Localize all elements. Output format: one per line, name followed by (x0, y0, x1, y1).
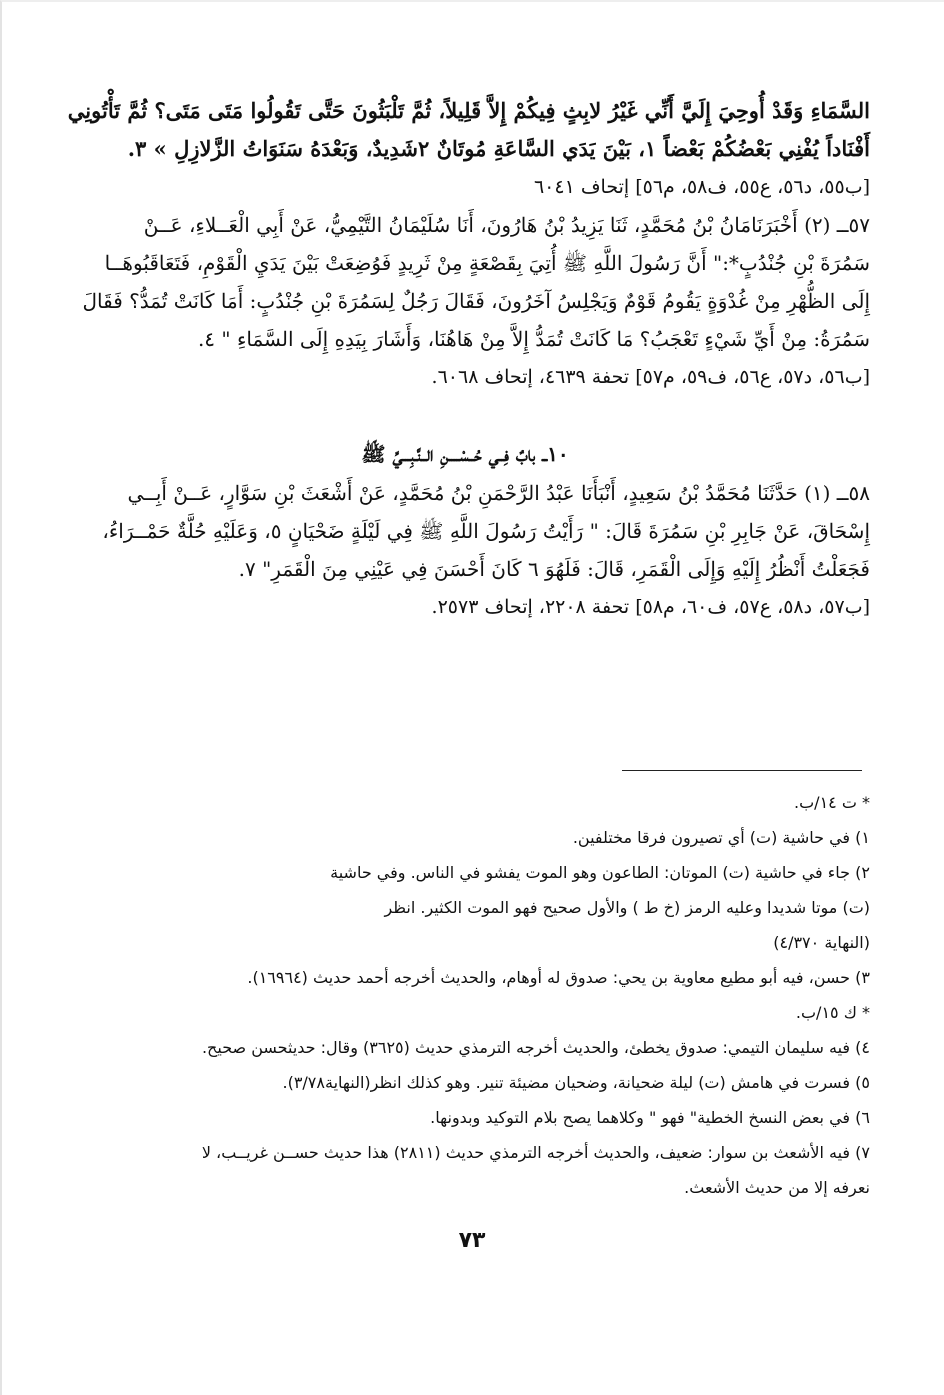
footnote: ١) في حاشية (ت) أي تصيرون فرقا مختلفين. (572, 828, 870, 847)
chapter-heading: ١٠ــ بابٌ فِــي حُــسْــــنِ الــنَّـبِـــيِّ ﷺ (361, 442, 569, 466)
hadith-57-line-1: ٥٧ــ (٢) أَخْبَرَنَامَانُ بْنُ مُحَمَّدٍ، ثَنَا يَزِيدُ بْنُ هَارُونَ، أَنَا سُلَيْمَانُ التَّيْمِيُّ، عَنْ أَبِي الْعَــلاءِ، عَــنْ (143, 213, 870, 237)
footnote: (ت) موتا شديدا وعليه الرمز (خ ط ) والأول صحيح فهو الموت الكثير. انظر (384, 898, 870, 917)
reference-line: [ب٥٥، د٥٦، ع٥٥، ف٥٨، م٥٦] إتحاف ٦٠٤١ (533, 176, 870, 198)
footnote: * ت ١٤/ب. (794, 793, 870, 812)
reference-line: [ب٥٧، د٥٨، ع٥٧، ف٦٠، م٥٨] تحفة ٢٢٠٨، إتحاف ٢٥٧٣. (431, 596, 870, 618)
hadith-line: السَّمَاءِ وَقَدْ أُوحِيَ إِلَيَّ أَنِّي غَيْرُ لابِثٍ فِيكُمْ إِلاَّ قَلِيلاً، ثُمَّ تَلْبَثُونَ حَتَّى تَقُولُوا مَتَى مَتَى؟ ثُمَّ تَأْتُونِي (67, 98, 870, 123)
footnote-separator (622, 770, 862, 771)
footnote: * ك ١٥/ب. (795, 1003, 870, 1022)
main-text (60, 92, 870, 626)
reference-line: [ب٥٦، د٥٧، ع٥٦، ف٥٩، م٥٧] تحفة ٤٦٣٩، إتحاف ٦٠٦٨. (431, 366, 870, 388)
footnote: ٤) فيه سليمان التيمي: صدوق يخطئ، والحديث أخرجه الترمذي حديث (٣٦٢٥) وقال: حديثحسن صحيح. (201, 1038, 870, 1057)
hadith-57-line-4: سَمُرَةُ: مِنْ أَيِّ شَيْءٍ تَعْجَبُ؟ مَا كَانَتْ تُمَدُّ إِلاَّ مِنْ هَاهُنَا، وَأَشَارَ بِيَدِهِ إِلَى السَّمَاءِ " ٤. (197, 327, 870, 351)
footnote: ٢) جاء في حاشية (ت) الموتان: الطاعون وهو الموت يفشو في الناس. وفي حاشية (330, 863, 870, 882)
footnote: ٧) فيه الأشعث بن سوار: ضعيف، والحديث أخرجه الترمذي حديث (٢٨١١) هذا حديث حســن غريــب، لا (201, 1143, 870, 1162)
footnote: ٥) فسرت في هامش (ت) ليلة ضحيانة، وضحيان مضيئة تنير. وهو كذلك انظر(النهاية٣/٧٨). (282, 1073, 870, 1092)
hadith-line: أَفْنَاداً يُفْنِي بَعْضُكُمْ بَعْضاً ١، بَيْنَ يَدَي السَّاعَةِ مُوتَانٌ ٢شَدِيدٌ، وَبَعْدَهُ سَنَوَاتُ الزَّلازِلِ » ٣. (127, 136, 870, 161)
footnote: ٦) في بعض النسخ الخطية" فهو " وكلاهما يصح بلام التوكيد وبدونها. (430, 1108, 870, 1127)
footnote: (النهاية ٤/٣٧٠) (773, 933, 870, 952)
footnote: نعرفه إلا من حديث الأشعث. (684, 1178, 870, 1197)
footnote: ٣) حسن، فيه أبو مطيع معاوية بن يحي: صدوق له أوهام، والحديث أخرجه أحمد حديث (١٦٩٦٤). (247, 968, 870, 987)
hadith-58-line-1: ٥٨ــ (١) حَدَّثَنَا مُحَمَّدُ بْنُ سَعِيدٍ، أَنْبَأَنَا عَبْدُ الرَّحْمَنِ بْنُ مُحَمَّدٍ، عَنْ أَشْعَثَ بْنِ سَوَّارٍ، عَــنْ أَبِــي (127, 481, 870, 505)
page-number: ٧٣ (458, 1228, 486, 1253)
hadith-58-line-3: فَجَعَلْتُ أَنْظُرُ إِلَيْهِ وَإِلَى الْقَمَرِ، قَالَ: فَلَهُوَ ٦ كَانَ أَحْسَنَ فِي عَيْنِي مِنَ الْقَمَرِ" ٧. (238, 557, 870, 581)
hadith-57-line-3: إِلَى الظُّهْرِ مِنْ غُدْوَةٍ يَقُومُ قَوْمٌ وَيَجْلِسُ آخَرُونَ، فَقَالَ رَجُلٌ لِسَمُرَةَ بْنِ جُنْدُبٍ: أَمَا كَانَتْ تُمَدُّ؟ فَقَالَ (82, 289, 870, 313)
hadith-57-line-2: سَمُرَةَ بْنِ جُنْدُبٍ*:" أَنَّ رَسُولَ اللَّهِ ﷺ أُتِيَ بِقَصْعَةٍ مِنْ ثَرِيدٍ فَوُضِعَتْ بَيْنَ يَدَيِ الْقَوْمِ، فَتَعَاقَبُوهَــا (104, 251, 870, 275)
hadith-58-line-2: إِسْحَاقَ، عَنْ جَابِرِ بْنِ سَمُرَةَ قَالَ: " رَأَيْتُ رَسُولَ اللَّهِ ﷺ فِي لَيْلَةٍ ضَحْيَانٍ ٥، وَعَلَيْهِ حُلَّةٌ حَمْــرَاءُ، (102, 519, 870, 543)
footnotes (60, 785, 870, 1205)
